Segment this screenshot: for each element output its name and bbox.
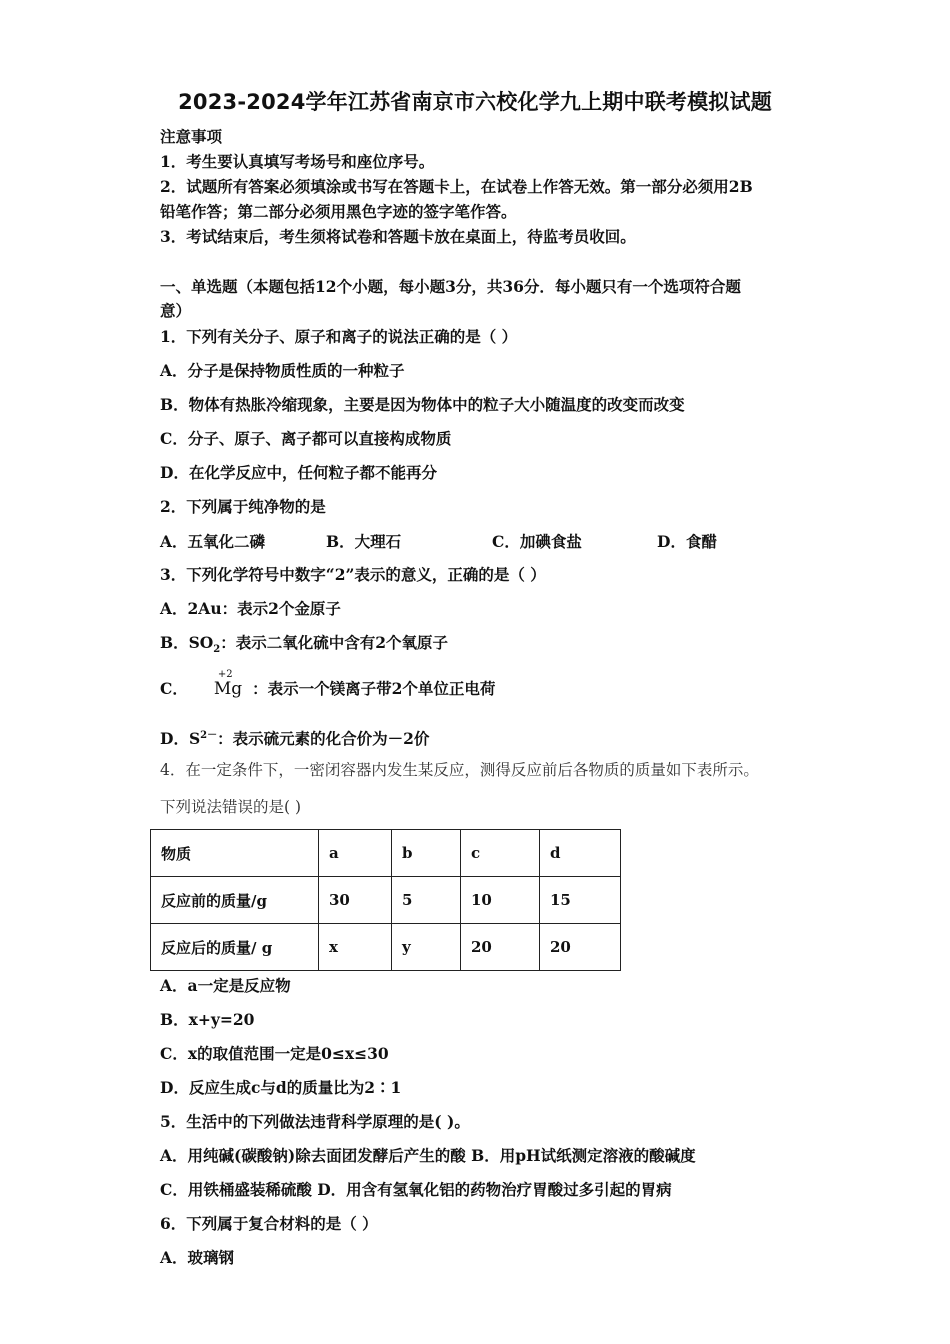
table-cell: 物质 <box>151 830 319 877</box>
q3-stem: 3．下列化学符号中数字“2”表示的意义，正确的是（ ） <box>160 565 546 584</box>
q3-d-text: ：表示硫元素的化合价为－2价 <box>217 729 430 749</box>
q3-c-prefix: C． <box>160 679 188 698</box>
q3-b-subscript: 2 <box>213 644 221 656</box>
q1-option-c: C．分子、原子、离子都可以直接构成物质 <box>160 429 452 448</box>
q4-option-c: C．x的取值范围一定是0≤x≤30 <box>160 1044 389 1063</box>
mass-table <box>150 829 621 971</box>
page-title: 2023-2024学年江苏省南京市六校化学九上期中联考模拟试题 <box>178 90 772 114</box>
q3-c-symbol <box>213 669 243 700</box>
table-cell: x <box>319 924 392 971</box>
q1-option-a: A．分子是保持物质性质的一种粒子 <box>160 361 405 380</box>
notice-heading: 注意事项 <box>160 127 223 146</box>
table-cell: c <box>461 830 540 877</box>
q2-option-c: C．加碘食盐 <box>492 532 582 551</box>
q1-option-d: D．在化学反应中，任何粒子都不能再分 <box>160 463 437 482</box>
q3-d-prefix: D．S <box>160 729 201 749</box>
table-cell: b <box>392 830 461 877</box>
q6-option-a: A．玻璃钢 <box>160 1248 235 1267</box>
q3-option-c <box>160 669 496 700</box>
table-cell: 20 <box>540 924 621 971</box>
section-heading-line1: 一、单选题（本题包括12个小题，每小题3分，共36分．每小题只有一个选项符合题 <box>160 277 741 296</box>
table-cell: 5 <box>392 877 461 924</box>
table-cell: 20 <box>461 924 540 971</box>
notice-item-3: 3．考试结束后，考生须将试卷和答题卡放在桌面上，待监考员收回。 <box>160 227 636 246</box>
table-cell: 10 <box>461 877 540 924</box>
q3-c-element: Mg <box>213 679 243 699</box>
q5-options-cd: C．用铁桶盛装稀硫酸 D．用含有氢氧化铝的药物治疗胃酸过多引起的胃病 <box>160 1180 672 1199</box>
table-cell: 15 <box>540 877 621 924</box>
q2-option-d: D．食醋 <box>657 532 717 551</box>
q3-c-valence: +2 <box>217 669 233 680</box>
table-cell: 30 <box>319 877 392 924</box>
table-cell: y <box>392 924 461 971</box>
q4-option-a: A．a一定是反应物 <box>160 976 291 995</box>
table-cell: 反应后的质量/ g <box>151 924 319 971</box>
notice-item-2: 2．试题所有答案必须填涂或书写在答题卡上，在试卷上作答无效。第一部分必须用2B <box>160 177 753 196</box>
q4-stem-line2: 下列说法错误的是( ) <box>160 798 302 816</box>
notice-item-2-cont: 铅笔作答；第二部分必须用黑色字迹的签字笔作答。 <box>160 202 517 221</box>
q4-stem-line1: 4．在一定条件下，一密闭容器内发生某反应，测得反应前后各物质的质量如下表所示。 <box>160 761 759 779</box>
q4-option-b: B．x+y=20 <box>160 1010 255 1029</box>
table-cell: a <box>319 830 392 877</box>
q2-option-b: B．大理石 <box>326 532 402 551</box>
table-cell: 反应前的质量/g <box>151 877 319 924</box>
q3-option-d <box>160 725 429 750</box>
q1-stem: 1．下列有关分子、原子和离子的说法正确的是（ ） <box>160 327 518 346</box>
q6-stem: 6．下列属于复合材料的是（ ） <box>160 1214 378 1233</box>
q3-option-b <box>160 632 448 661</box>
q4-option-d: D．反应生成c与d的质量比为2∶1 <box>160 1078 402 1097</box>
q2-option-a: A．五氧化二磷 <box>160 532 266 551</box>
q5-stem: 5．生活中的下列做法违背科学原理的是( )。 <box>160 1112 470 1131</box>
q1-option-b: B．物体有热胀冷缩现象，主要是因为物体中的粒子大小随温度的改变而改变 <box>160 395 685 414</box>
notice-item-1: 1．考生要认真填写考场号和座位序号。 <box>160 152 435 171</box>
table-row <box>151 924 621 971</box>
q3-d-superscript: 2－ <box>200 730 218 741</box>
q3-c-text: ：表示一个镁离子带2个单位正电荷 <box>252 679 496 698</box>
q3-b-text: ：表示二氧化硫中含有2个氧原子 <box>220 633 449 652</box>
q5-options-ab: A．用纯碱(碳酸钠)除去面团发酵后产生的酸 B．用pH试纸测定溶液的酸碱度 <box>160 1146 696 1165</box>
q2-options <box>160 530 800 552</box>
q3-option-a: A．2Au：表示2个金原子 <box>160 599 341 618</box>
q3-b-prefix: B．SO <box>160 633 214 652</box>
section-heading-line2: 意） <box>160 301 192 320</box>
q2-stem: 2．下列属于纯净物的是 <box>160 497 326 516</box>
table-row <box>151 877 621 924</box>
table-header-row <box>151 830 621 877</box>
table-cell: d <box>540 830 621 877</box>
